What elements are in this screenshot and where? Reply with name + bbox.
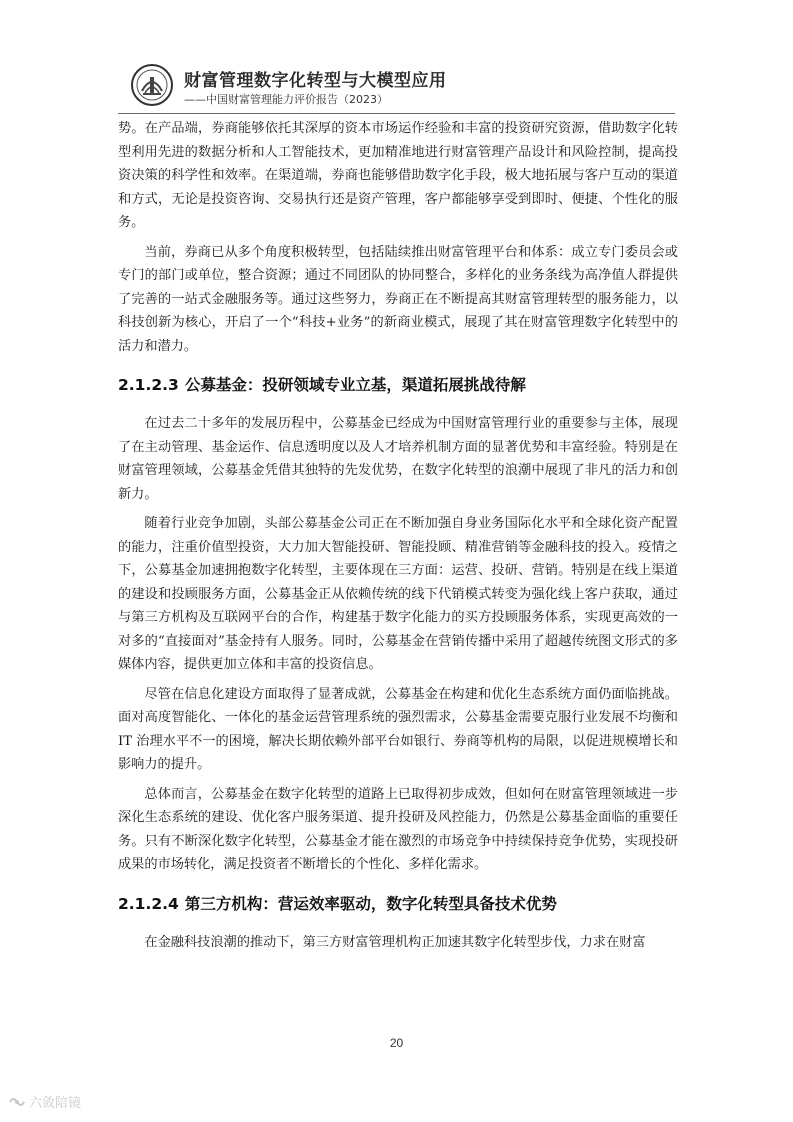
section-title: 第三方机构：营运效率驱动，数字化转型具备技术优势 bbox=[184, 894, 557, 913]
report-subtitle: ——中国财富管理能力评价报告（2023） bbox=[184, 93, 388, 106]
page-number: 20 bbox=[389, 1036, 404, 1050]
section-number: 2.1.2.4 bbox=[118, 894, 179, 913]
logo-icon bbox=[130, 63, 174, 107]
watermark-logo-icon bbox=[8, 1095, 26, 1109]
report-title: 财富管理数字化转型与大模型应用 bbox=[184, 71, 447, 91]
section-title: 公募基金：投研领域专业立基，渠道拓展挑战待解 bbox=[184, 376, 526, 394]
paragraph-7: 在金融科技浪潮的推动下，第三方财富管理机构正加速其数字化转型步伐，力求在财富 bbox=[144, 934, 646, 950]
paragraph-3: 在过去二十多年的发展历程中，公募基金已经成为中国财富管理行业的重要参与主体，展现了在主动管理、基金运作、信息透明度以及人才培养机制方面的显著优势和丰富经验。特别是在财富管理领域，公募基金凭借其独特的先发优势，在数字化转型的浪潮中展现了非凡的活力和创新力。 bbox=[118, 416, 678, 502]
watermark-text: 六敛陪镜 bbox=[29, 1096, 82, 1111]
paragraph-4: 随着行业竞争加剧，头部公募基金公司正在不断加强自身业务国际化水平和全球化资产配置的能力，注重价值型投资，大力加大智能投研、智能投顾、精准营销等金融科技的投入。疫情之下，公募基金加速拥抱数字化转型，主要体现在三方面：运营、投研、营销。特别是在线上渠道的建设和投顾服务方面，公募基金正从依赖传统的线下代销模式转变为强化线上客户获取，通过与第三方机构及互联网平台的合作，构建基于数字化能力的买方投顾服务体系，实现更高效的一对多的“直接面对”基金持有人服务。同时，公募基金在营销传播中采用了超越传统图文形式的多媒体内容，提供更加立体和丰富的投资信息。 bbox=[118, 516, 678, 672]
section-number: 2.1.2.3 bbox=[118, 376, 179, 394]
section-heading-2-1-2-4 bbox=[118, 892, 678, 914]
paragraph-2: 当前，券商已从多个角度积极转型，包括陆续推出财富管理平台和体系：成立专门委员会或专门的部门或单位，整合资源；通过不同团队的协同整合，多样化的业务条线为高净值人群提供了完善的一站式金融服务等。通过这些努力，券商正在不断提高其财富管理转型的服务能力，以科技创新为核心，开启了一个“科技+业务”的新商业模式，展现了其在财富管理数字化转型中的活力和潜力。 bbox=[118, 244, 678, 354]
header-divider bbox=[118, 113, 675, 114]
page-body bbox=[118, 117, 678, 960]
paragraph-1: 势。在产品端，券商能够依托其深厚的资本市场运作经验和丰富的投资研究资源，借助数字化转型利用先进的数据分析和人工智能技术，更加精准地进行财富管理产品设计和风险控制，提高投资决策的科学性和效率。在渠道端，券商也能够借助数字化手段，极大地拓展与客户互动的渠道和方式，无论是投资咨询、交易执行还是资产管理，客户都能够享受到即时、便捷、个性化的服务。 bbox=[118, 121, 678, 230]
paragraph-5: 尽管在信息化建设方面取得了显著成就，公募基金在构建和优化生态系统方面仍面临挑战。面对高度智能化、一体化的基金运营管理系统的强烈需求，公募基金需要克服行业发展不均衡和 IT 治理水平不一的困境，解决长期依赖外部平台如银行、券商等机构的局限，以促进规模增长和影响力的提升。 bbox=[118, 686, 678, 772]
section-heading-2-1-2-3 bbox=[118, 373, 678, 395]
paragraph-6: 总体而言，公募基金在数字化转型的道路上已取得初步成效，但如何在财富管理领域进一步深化生态系统的建设、优化客户服务渠道、提升投研及风控能力，仍然是公募基金面临的重要任务。只有不断深化数字化转型，公募基金才能在激烈的市场竞争中持续保持竞争优势，实现投研成果的市场转化，满足投资者不断增长的个性化、多样化需求。 bbox=[118, 786, 678, 872]
watermark bbox=[8, 1092, 81, 1114]
page-header bbox=[118, 60, 718, 110]
